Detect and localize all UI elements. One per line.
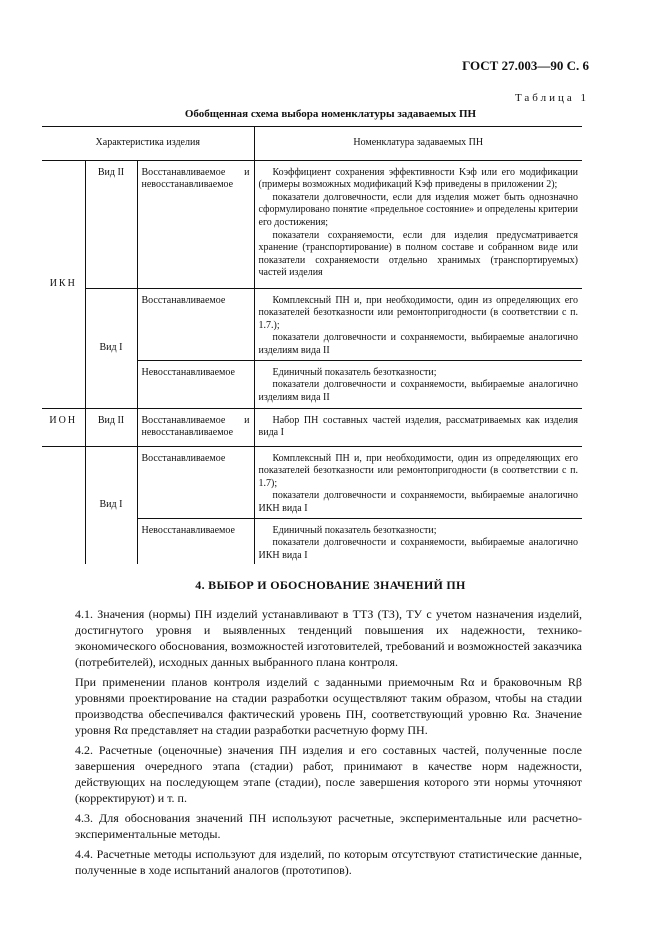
vid-cell: Вид I bbox=[85, 446, 137, 564]
column-header: Номенклатура задаваемых ПН bbox=[254, 127, 582, 161]
type-cell: Восстанавливаемое и невосстанавливаемое bbox=[137, 160, 254, 288]
type-cell: Невосстанавливаемое bbox=[137, 360, 254, 408]
desc-text: показатели долговечности, если для изделия может быть однозначно сформулировано понятие «предельное состояние» и определены критерии его достижения; bbox=[258, 191, 578, 228]
desc-text: Единичный показатель безотказности; bbox=[272, 524, 437, 536]
desc-cell bbox=[254, 408, 582, 446]
vid-cell: Вид II bbox=[85, 408, 137, 446]
desc-cell bbox=[254, 446, 582, 518]
vid-cell: Вид II bbox=[85, 160, 137, 288]
type-cell: Восстанавливаемое bbox=[137, 288, 254, 360]
paragraph: 4.4. Расчетные методы используют для изделий, по которым отсутствуют статистические данные, полученные в ходе испытаний аналогов (прототипов). bbox=[75, 847, 582, 877]
desc-text: показатели долговечности и сохраняемости, выбираемые аналогично изделиям вида II bbox=[258, 332, 578, 356]
group-label: ИКН bbox=[42, 160, 85, 408]
type-cell: Невосстанавливаемое bbox=[137, 518, 254, 564]
page-header: ГОСТ 27.003—90 С. 6 bbox=[462, 58, 589, 73]
desc-cell bbox=[254, 518, 582, 564]
type-cell: Восстанавливаемое bbox=[137, 446, 254, 518]
table-row bbox=[42, 288, 582, 360]
selection-table bbox=[42, 126, 582, 564]
paragraph: 4.3. Для обоснования значений ПН используют расчетные, экспериментальные или расчетно-экспериментальные методы. bbox=[75, 811, 582, 841]
table-title: Обобщенная схема выбора номенклатуры задаваемых ПН bbox=[184, 108, 477, 120]
table-label: Таблица 1 bbox=[514, 92, 589, 104]
column-header: Характеристика изделия bbox=[42, 127, 254, 161]
desc-cell bbox=[254, 288, 582, 360]
desc-cell bbox=[254, 360, 582, 408]
desc-text: показатели долговечности и сохраняемости, выбираемые аналогично изделиям вида II bbox=[258, 379, 578, 403]
table-row bbox=[42, 160, 582, 288]
paragraph: 4.2. Расчетные (оценочные) значения ПН изделия и его составных частей, полученные после завершения очередного этапа (стадии) работ, принимают в качестве норм надежности, действующих на последующем этапе (стадии), после завершения которого эти нормы уточняют (корректируют) и т. п. bbox=[75, 743, 582, 805]
group-label: ИОН bbox=[49, 414, 78, 426]
desc-text: Коэффициент сохранения эффективности Kэф или его модификации (примеры возможных модификаций Kэф приведены в приложении 2); bbox=[258, 166, 578, 191]
desc-text: показатели долговечности и сохраняемости, выбираемые аналогично ИКН вида I bbox=[258, 490, 578, 514]
type-cell: Восстанавливаемое и невосстанавливаемое bbox=[137, 408, 254, 446]
table-header-row bbox=[42, 127, 582, 161]
desc-text: Комплексный ПН и, при необходимости, один из определяющих его показателей безотказности или ремонтопригодности (в соответствии с п. 1.7); bbox=[258, 452, 578, 489]
section-title: 4. ВЫБОР И ОБОСНОВАНИЕ ЗНАЧЕНИЙ ПН bbox=[195, 578, 466, 592]
table-row bbox=[42, 408, 582, 446]
paragraph: 4.1. Значения (нормы) ПН изделий устанавливают в ТТЗ (ТЗ), ТУ с учетом назначения изделий, достигнутого уровня и выявленных тенденций повышения их надежности, технико-экономического обоснования, возможностей изготовителей, требований и возможностей заказчика (потребителей), исходных данных выбранного плана контроля. bbox=[75, 607, 582, 669]
table-row bbox=[42, 446, 582, 518]
vid-cell: Вид I bbox=[85, 288, 137, 408]
desc-text: показатели сохраняемости, если для изделия предусматривается хранение (транспортирование) в полном составе и собранном виде или показатели сохраняемости отдельно хранимых (транспортируемых) частей изделия bbox=[258, 229, 578, 279]
desc-text: Набор ПН составных частей изделия, рассматриваемых как изделия вида I bbox=[258, 414, 578, 439]
desc-text: Единичный показатель безотказности; bbox=[272, 366, 437, 378]
desc-text: показатели долговечности и сохраняемости, выбираемые аналогично ИКН вида I bbox=[258, 537, 578, 561]
desc-text: Комплексный ПН и, при необходимости, один из определяющих его показателей безотказности или ремонтопригодности (в соответствии с п. 1.7.); bbox=[258, 294, 578, 331]
paragraph: При применении планов контроля изделий с заданными приемочным Rα и браковочным Rβ уровнями проектирование на стадии разработки осуществляют таким образом, чтобы на стадии производства обеспечивался фактический уровень ПН, соответствующий уровню Rα. Значение уровня Rα представляет на стадии разработки расчетную форму ПН. bbox=[75, 675, 582, 737]
section-body bbox=[75, 606, 582, 882]
desc-cell bbox=[254, 160, 582, 288]
empty-cell bbox=[42, 446, 85, 564]
